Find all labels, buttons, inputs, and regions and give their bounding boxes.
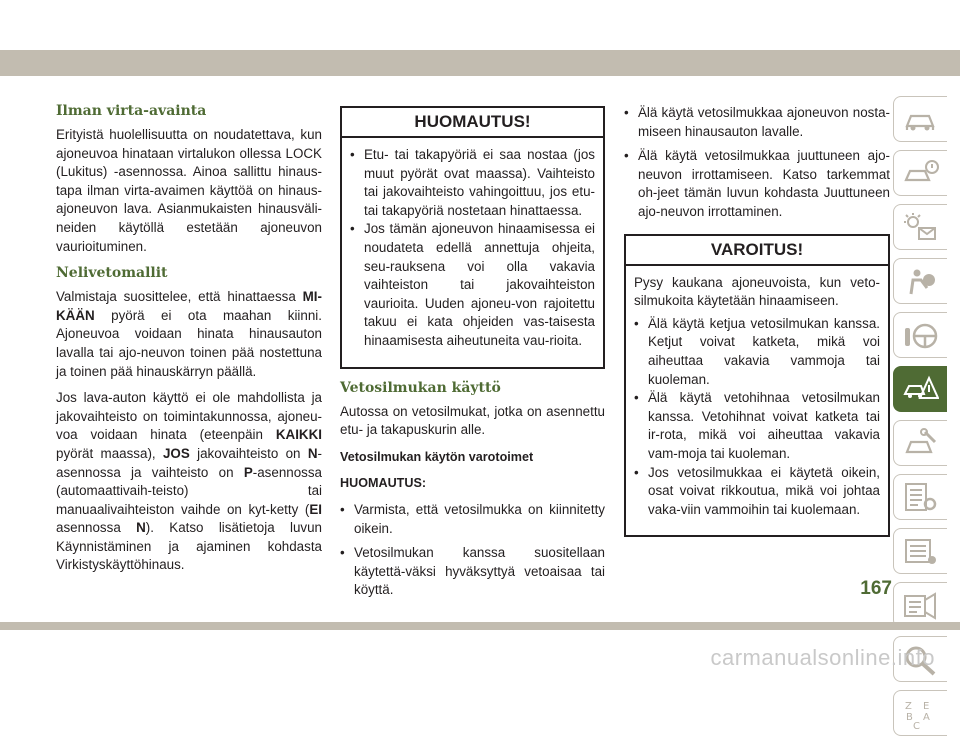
- emphasis: P: [243, 464, 253, 480]
- column-2: [340, 106, 605, 608]
- paragraph-no-key: Erityistä huolellisuutta on noudatettava, kun ajoneuvoa hinataan virtalukon ollessa LOCK (Lukitus) -asennossa. Ainoa sallittu hinaus-tapa ilman virta-avaimen käyttöä on hinaus-ajoneuvon lava. Asianmukaisten hinausväli-neiden käytöllä estetään ajoneuvon vaurioituminen.: [56, 127, 322, 254]
- warning-title: VAROITUS!: [626, 236, 888, 266]
- text-run: pyörät maassa),: [56, 445, 163, 461]
- page-number: 167: [860, 578, 892, 599]
- text-run: asennossa: [56, 520, 137, 536]
- safety-airbag-icon: [903, 266, 939, 298]
- notice-item: • Jos tämän ajoneuvon hinaamisessa ei noudateta edellä annettuja ohjeita, seu-rauksena voi olla vakavia vaihteiston tai jakovaihteiston vaurioita. Uuden ajoneu-von rajoitettu takuu ei kata ohjeiden vas-taisesta hinaamisesta aiheutuneita vau-rioita.: [350, 220, 595, 350]
- tab-safety[interactable]: [893, 258, 947, 304]
- text-run: Jos lava-auton käyttö ei ole mahdollista ja jakovaihteisto on toimintakunnossa, ajoneu-voa voidaan hinata (eteenpäin: [56, 390, 322, 443]
- tab-servicing[interactable]: [893, 420, 947, 466]
- precaution-list: [340, 501, 605, 600]
- tab-technical-specs[interactable]: [893, 474, 947, 520]
- column-1: [56, 102, 322, 583]
- paragraph-4wd: [56, 288, 322, 381]
- heading-ilman-virta-avainta: Ilman virta-avainta: [56, 103, 207, 119]
- notice-list: [350, 146, 595, 351]
- warning-item: • Älä käytä vetohihnaa vetosilmukan kanssa. Vetohihnat voivat katketa tai ir-rota, mikä voi aiheuttaa vakavia vam-moja tai kuoleman.: [634, 389, 880, 463]
- tab-starting-driving[interactable]: [893, 312, 947, 358]
- text-run: jakovaihteisto on: [189, 445, 308, 461]
- list-item: • Älä käytä vetosilmukkaa juuttuneen ajo-neuvon irrottamiseen. Katso tarkemmat oh-jeet tämän luvun kohdasta Juuttuneen ajo-neuvon irrottaminen.: [624, 147, 890, 221]
- tab-car-alert[interactable]: [893, 150, 947, 196]
- tab-index[interactable]: [893, 690, 947, 736]
- list-item: • Älä käytä vetosilmukkaa ajoneuvon nosta-miseen hinausauton lavalle.: [624, 104, 890, 141]
- precaution-list-continued: [624, 104, 890, 222]
- svg-text:E: E: [923, 701, 930, 712]
- notice-item: • Etu- tai takapyöriä ei saa nostaa (jos muut pyörät ovat maassa). Vaihteisto tai jakovaihteisto vahingoittuu, jos etu- tai takapyöriä nostetaan hinattaessa.: [350, 146, 595, 220]
- subheading-note: HUOMAUTUS:: [340, 476, 427, 491]
- car-info-icon: [903, 104, 939, 136]
- car-alert-icon: [903, 158, 939, 190]
- emphasis: MI-KÄÄN: [56, 289, 322, 323]
- servicing-icon: [903, 428, 939, 460]
- emphasis: N: [307, 445, 318, 461]
- notice-box: [340, 106, 605, 369]
- top-band: [0, 50, 960, 76]
- warning-item: • Älä käytä ketjua vetosilmukan kanssa. Ketjut voivat katketa, mikä voi aiheuttaa vakavia vammoja tai kuoleman.: [634, 315, 880, 389]
- tab-emergency[interactable]: [893, 366, 947, 412]
- heading-vetosilmukan-kaytto: Vetosilmukan käyttö: [340, 379, 501, 396]
- text-run: ). Katso lisätietoja luvun Käynnistäminen ja ajaminen kohdasta Virkistyskäyttöhinaus.: [56, 520, 322, 573]
- starting-driving-icon: [903, 320, 939, 352]
- notice-title: HUOMAUTUS!: [342, 108, 603, 138]
- emergency-hazard-icon: [903, 374, 939, 406]
- customer-assistance-icon: [903, 590, 939, 622]
- bottom-band: [0, 622, 960, 630]
- heading-nelivetomallit: Nelivetomallit: [56, 265, 168, 282]
- lights-messages-icon: [903, 212, 939, 244]
- technical-specs-icon: [903, 482, 939, 514]
- paragraph-tow-hooks: Autossa on vetosilmukat, jotka on asennettu etu- ja takapuskurin alle.: [340, 403, 605, 438]
- list-item: • Vetosilmukan kanssa suositellaan käytettä-väksi hyväksyttyä vetoaisaa tai köyttä.: [340, 544, 605, 600]
- watermark: carmanualsonline.info: [710, 645, 935, 670]
- svg-text:B: B: [906, 712, 913, 723]
- text-run: pyörä ei ota maahan kiinni. Ajoneuvoa voidaan hinata hinausauton lavalla tai ajo-neuvon toinen pää nostettuna ja toinen pää hinauskärryn päällä.: [56, 307, 322, 379]
- emphasis: KAIKKI: [275, 427, 322, 443]
- text-run: -asennossa (automaattivaih-teisto) tai manuaalivaihteiston vaihde on kyt-ketty (: [56, 464, 322, 517]
- warning-item: • Jos vetosilmukkaa ei käytetä oikein, osat voivat rikkoutua, mikä voi johtaa vaka-viin vammoihin tai kuolemaan.: [634, 464, 880, 520]
- emphasis: JOS: [162, 445, 190, 461]
- warning-list: [634, 315, 880, 520]
- svg-text:Z: Z: [905, 701, 912, 712]
- paragraph-flat-tow: [56, 389, 322, 575]
- list-item: • Varmista, että vetosilmukka on kiinnitetty oikein.: [340, 501, 605, 538]
- text-run: -asennossa ja vaihteisto on: [56, 445, 322, 480]
- index-icon: [903, 698, 939, 730]
- warning-box: [624, 234, 890, 538]
- text-run: Valmistaja suosittelee, että hinattaessa: [56, 289, 303, 305]
- emphasis: N: [136, 520, 146, 536]
- tab-multimedia[interactable]: [893, 528, 947, 574]
- svg-text:A: A: [923, 712, 930, 723]
- svg-text:C: C: [913, 721, 920, 730]
- emphasis: EI: [309, 501, 322, 517]
- subheading-precautions: Vetosilmukan käytön varotoimet: [340, 449, 534, 464]
- tab-lights-messages[interactable]: [893, 204, 947, 250]
- tab-car-info[interactable]: [893, 96, 947, 142]
- multimedia-icon: [903, 536, 939, 568]
- warning-intro: Pysy kaukana ajoneuvoista, kun veto-silmukoita käytetään hinaamiseen.: [634, 274, 880, 309]
- column-3: [624, 104, 890, 547]
